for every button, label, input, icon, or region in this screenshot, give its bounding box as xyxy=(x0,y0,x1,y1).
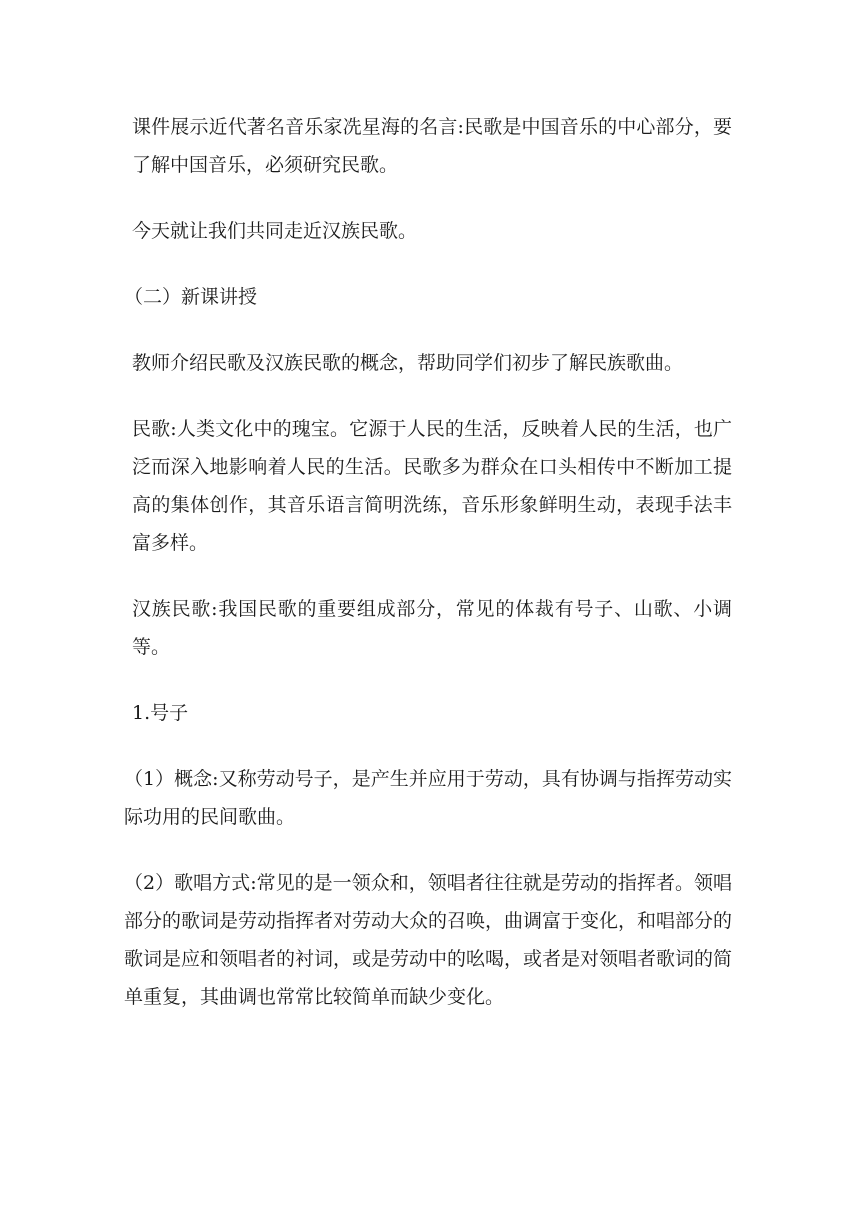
paragraph-singing-style: （2）歌唱方式:常见的是一领众和，领唱者往往就是劳动的指挥者。领唱部分的歌词是劳动指挥者对劳动大众的召唤，曲调富于变化，和唱部分的歌词是应和领唱者的衬词，或是劳动中的吆喝，或者是对领唱者歌词的简单重复，其曲调也常常比较简单而缺少变化。 xyxy=(124,872,733,1008)
paragraph-intro: 今天就让我们共同走近汉族民歌。 xyxy=(132,220,418,242)
paragraph-folk-song: 民歌:人类文化中的瑰宝。它源于人民的生活，反映着人民的生活，也广泛而深入地影响着人民的生活。民歌多为群众在口头相传中不断加工提高的集体创作，其音乐语言简明洗练，音乐形象鲜明生动，表现手法丰富多样。 xyxy=(132,418,732,554)
paragraph-han-folk-song: 汉族民歌:我国民歌的重要组成部分，常见的体裁有号子、山歌、小调等。 xyxy=(132,598,732,658)
subheading-haozi: 1.号子 xyxy=(132,702,189,724)
paragraph-teacher: 教师介绍民歌及汉族民歌的概念，帮助同学们初步了解民族歌曲。 xyxy=(132,352,684,374)
section-heading: （二）新课讲授 xyxy=(124,286,258,308)
paragraph-quote: 课件展示近代著名音乐家冼星海的名言:民歌是中国音乐的中心部分，要了解中国音乐，必须研究民歌。 xyxy=(132,116,732,176)
document-body xyxy=(124,108,733,1044)
paragraph-concept: （1）概念:又称劳动号子，是产生并应用于劳动，具有协调与指挥劳动实际功用的民间歌曲。 xyxy=(124,768,732,828)
